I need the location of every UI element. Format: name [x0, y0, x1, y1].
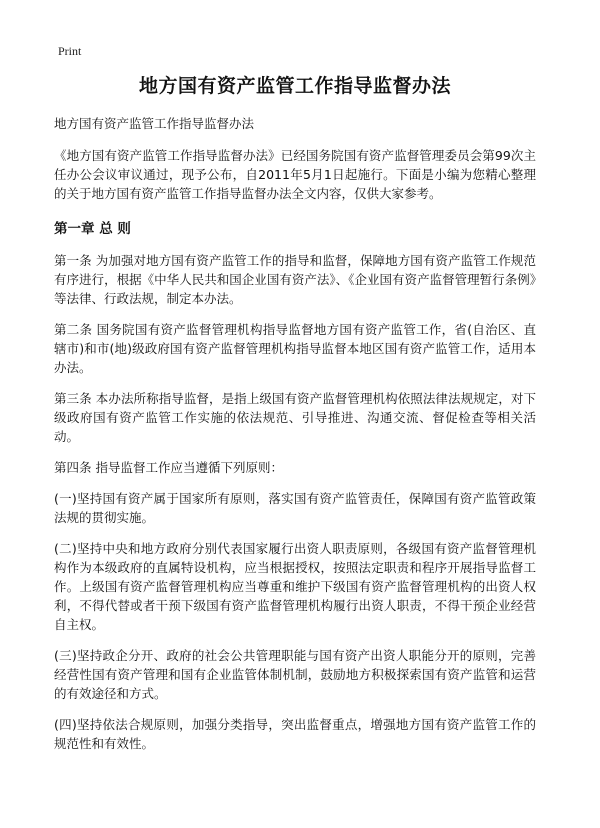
principle-3: (三)坚持政企分开、政府的社会公共管理职能与国有资产出资人职能分开的原则，完善经营性国有资产管理和国有企业监管体制机制，鼓励地方积极探索国有资产监管和运营的有效途径和方式。 [54, 648, 536, 701]
article-1: 第一条 为加强对地方国有资产监管工作的指导和监督，保障地方国有资产监管工作规范有序进行，根据《中华人民共和国企业国有资产法》、《企业国有资产监督管理暂行条例》等法律、行政法规，制定本办法。 [54, 253, 536, 306]
intro-paragraph: 《地方国有资产监管工作指导监督办法》已经国务院国有资产监督管理委员会第99次主任办公会议审议通过，现予公布，自2011年5月1日起施行。下面是小编为您精心整理的关于地方国有资产监管工作指导监督办法全文内容，仅供大家参考。 [54, 148, 536, 201]
article-2: 第二条 国务院国有资产监督管理机构指导监督地方国有资产监管工作，省(自治区、直辖市)和市(地)级政府国有资产监督管理机构指导监督本地区国有资产监管工作，适用本办法。 [54, 322, 536, 375]
article-4: 第四条 指导监督工作应当遵循下列原则： [54, 460, 283, 475]
chapter-heading: 第一章 总 则 [54, 221, 131, 237]
article-3: 第三条 本办法所称指导监督，是指上级国有资产监督管理机构依照法律法规规定，对下级政府国有资产监管工作实施的依法规范、引导推进、沟通交流、督促检查等相关活动。 [54, 391, 536, 444]
principle-1: (一)坚持国有资产属于国家所有原则，落实国有资产监管责任，保障国有资产监管政策法规的贯彻实施。 [54, 491, 536, 525]
document-subtitle: 地方国有资产监管工作指导监督办法 [54, 116, 255, 131]
document-title: 地方国有资产监管工作指导监督办法 [138, 75, 451, 97]
principle-4: (四)坚持依法合规原则，加强分类指导，突出监督重点，增强地方国有资产监管工作的规范性和有效性。 [54, 717, 536, 751]
print-link[interactable]: Print [58, 44, 82, 58]
principle-2: (二)坚持中央和地方政府分别代表国家履行出资人职责原则，各级国有资产监督管理机构作为本级政府的直属特设机构，应当根据授权，按照法定职责和程序开展指导监督工作。上级国有资产监督管理机构应当尊重和维护下级国有资产监督管理机构的出资人权利，不得代替或者干预下级国有资产监督管理机构履行出资人职责，不得干预企业经营自主权。 [54, 541, 536, 632]
